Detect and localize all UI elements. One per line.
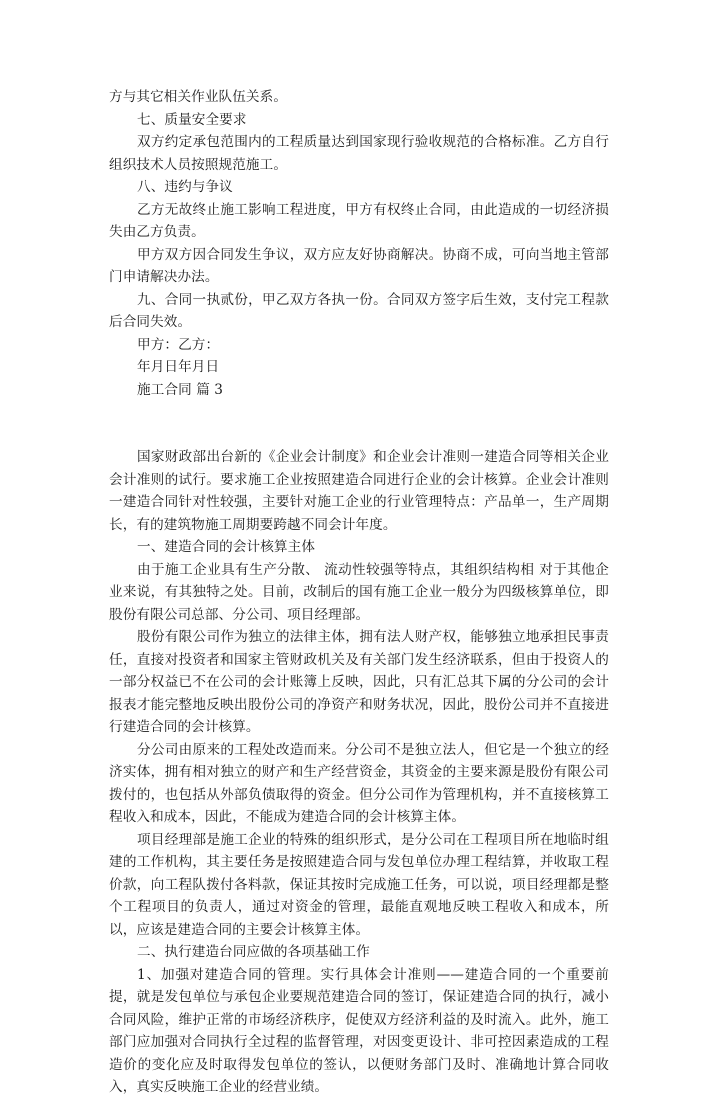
section-heading: 一、建造合同的会计核算主体 (137, 539, 316, 555)
paragraph: 双方约定承包范围内的工程质量达到国家现行验收规范的合格标准。乙方自行组织技术人员按照规范施工。 (109, 134, 609, 173)
paragraph: 乙方无故终止施工影响工程进度，甲方有权终止合同，由此造成的一切经济损失由乙方负责。 (109, 201, 609, 240)
paragraph: 1、加强对建造合同的管理。实行具体会计准则——建造合同的一个重要前提，就是发包单位与承包企业要规范建造合同的签订，保证建造合同的执行，减小合同风险，维护正常的市场经济秩序，促使双方经济利益的及时流入。此外，施工部门应加强对合同执行全过程的监督管理，对因变更设计、非可控因素造成的工程造价的变化应及时取得发包单位的签认，以便财务部门及时、准确地计算合同收入，真实反映施工企业的经营业绩。 (109, 966, 609, 1095)
paragraph: 分公司由原来的工程处改造而来。分公司不是独立法人，但它是一个独立的经济实体，拥有相对独立的财产和生产经营资金，其资金的主要来源是股份有限公司拨付的，也包括从外部负债取得的资金。但分公司作为管理机构，并不直接核算工程收入和成本，因此，不能成为建造合同的会计核算主体。 (109, 741, 609, 825)
section-heading: 七、质量安全要求 (137, 111, 247, 128)
paragraph: 国家财政部出台新的《企业会计制度》和企业会计准则一建造合同等相关企业会计准则的试行。要求施工企业按照建造合同进行企业的会计核算。企业会计准则一建造合同针对性较强，主要针对施工企业的行业管理特点：产品单一，生产周期长，有的建筑物施工周期要跨越不同会计年度。 (109, 449, 609, 533)
document-page (109, 86, 609, 1099)
date-line: 年月日年月日 (137, 359, 220, 375)
paragraph: 方与其它相关作业队伍关系。 (109, 89, 288, 105)
paragraph: 项目经理部是施工企业的特殊的组织形式，是分公司在工程项目所在地临时组建的工作机构，其主要任务是按照建造合同与发包单位办理工程结算，并收取工程价款，向工程队拨付各料款，保证其按时完成施工任务，可以说，项目经理都是整个工程项目的负责人，通过对资金的管理，最能直观地反映工程收入和成本，所以，应该是建造合同的主要会计核算主体。 (109, 831, 609, 938)
paragraph: 股份有限公司作为独立的法律主体，拥有法人财产权，能够独立地承担民事责任，直接对投资者和国家主管财政机关及有关部门发生经济联系，但由于投资人的一部分权益已不在公司的会计账簿上反映，因此，只有汇总其下属的分公司的会计报表才能完整地反映出股份公司的净资产和财务状况，因此，股份公司并不直接进行建造合同的会计核算。 (109, 629, 609, 735)
section-heading: 八、违约与争议 (137, 179, 233, 195)
document-title: 施工合同 篇 3 (137, 381, 224, 398)
section-heading: 二、执行建造台同应做的各项基础工作 (137, 944, 370, 960)
paragraph: 九、合同一执贰份，甲乙双方各执一份。合同双方签字后生效，支付完工程款后合同失效。 (109, 291, 609, 330)
spacer (109, 401, 609, 446)
paragraph: 由于施工企业具有生产分散、 流动性较强等特点，其组织结构相 对于其他企业来说，有其独特之处。目前，改制后的国有施工企业一般分为四级核算单位，即股份有限公司总部、分公司、项目经理部。 (109, 561, 609, 623)
signature-line: 甲方：乙方： (137, 336, 220, 353)
paragraph: 甲方双方因合同发生争议，双方应友好协商解决。协商不成，可向当地主管部门申请解决办法。 (109, 246, 609, 285)
